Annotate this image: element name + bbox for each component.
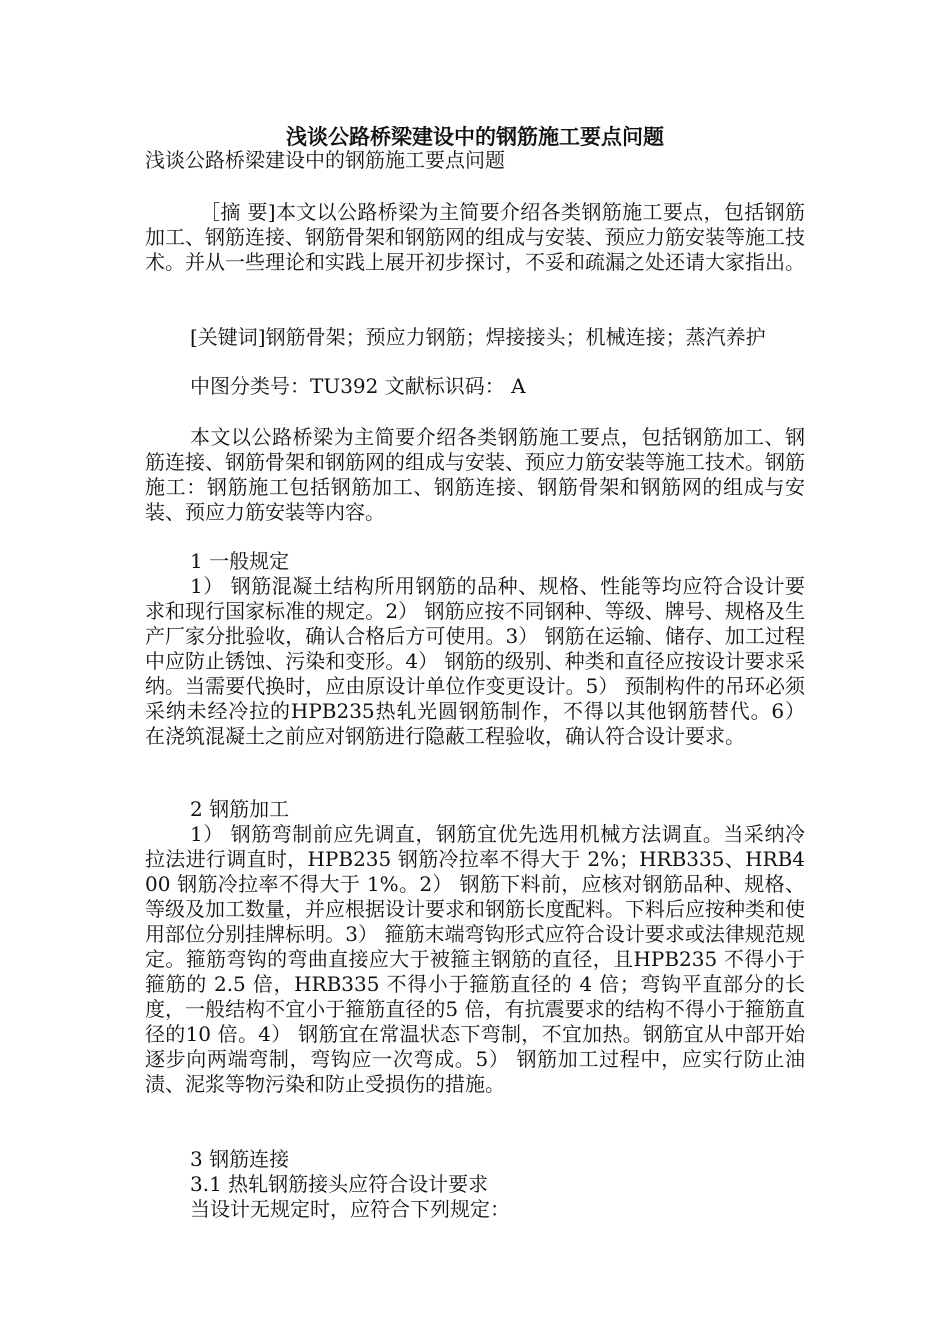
- document-subtitle: 浅谈公路桥梁建设中的钢筋施工要点问题: [145, 148, 505, 172]
- abstract-paragraph: ［摘 要]本文以公路桥梁为主简要介绍各类钢筋施工要点，包括钢筋加工、钢筋连接、钢筋骨架和钢筋网的组成与安装、预应力筋安装等施工技术。并从一些理论和实践上展开初步探讨，不妥和疏漏之处还请大家指出。: [145, 200, 805, 274]
- section-2-heading: 2 钢筋加工: [190, 797, 290, 821]
- section-3-text: 当设计无规定时，应符合下列规定：: [190, 1197, 510, 1221]
- section-3-subheading: 3.1 热轧钢筋接头应符合设计要求: [190, 1172, 489, 1196]
- intro-paragraph: 本文以公路桥梁为主简要介绍各类钢筋施工要点，包括钢筋加工、钢筋连接、钢筋骨架和钢筋网的组成与安装、预应力筋安装等施工技术。钢筋施工：钢筋施工包括钢筋加工、钢筋连接、钢筋骨架和钢筋网的组成与安装、预应力筋安装等内容。: [145, 425, 805, 524]
- section-3-heading: 3 钢筋连接: [190, 1147, 290, 1171]
- keywords-paragraph: [关键词]钢筋骨架；预应力钢筋；焊接接头；机械连接；蒸汽养护: [190, 325, 766, 349]
- section-2-body: 1） 钢筋弯制前应先调直，钢筋宜优先选用机械方法调直。当采纳冷拉法进行调直时，HPB235 钢筋冷拉率不得大于 2%；HRB335、HRB400 钢筋冷拉率不得大于 1%。2） 钢筋下料前，应核对钢筋品种、规格、等级及加工数量，并应根据设计要求和钢筋长度配料。下料后应按种类和使用部位分别挂牌标明。3） 箍筋末端弯钩形式应符合设计要求或法律规范规定。箍筋弯钩的弯曲直接应大于被箍主钢筋的直径，且HPB235 不得小于箍筋的 2.5 倍，HRB335 不得小于箍筋直径的 4 倍；弯钩平直部分的长度，一般结构不宜小于箍筋直径的5 倍，有抗震要求的结构不得小于箍筋直径的10 倍。4） 钢筋宜在常温状态下弯制，不宜加热。钢筋宜从中部开始逐步向两端弯制，弯钩应一次弯成。5） 钢筋加工过程中，应实行防止油渍、泥浆等物污染和防止受损伤的措施。: [145, 822, 805, 1096]
- section-1-body: 1） 钢筋混凝土结构所用钢筋的品种、规格、性能等均应符合设计要求和现行国家标准的规定。2） 钢筋应按不同钢种、等级、牌号、规格及生产厂家分批验收，确认合格后方可使用。3） 钢筋在运输、储存、加工过程中应防止锈蚀、污染和变形。4） 钢筋的级别、种类和直径应按设计要求采纳。当需要代换时，应由原设计单位作变更设计。5） 预制构件的吊环必须采纳未经冷拉的HPB235热轧光圆钢筋制作，不得以其他钢筋替代。6） 在浇筑混凝土之前应对钢筋进行隐蔽工程验收，确认符合设计要求。: [145, 574, 805, 748]
- classification-line: 中图分类号：TU392 文献标识码： A: [190, 374, 526, 398]
- section-1-heading: 1 一般规定: [190, 549, 290, 573]
- document-title: 浅谈公路桥梁建设中的钢筋施工要点问题: [286, 124, 664, 149]
